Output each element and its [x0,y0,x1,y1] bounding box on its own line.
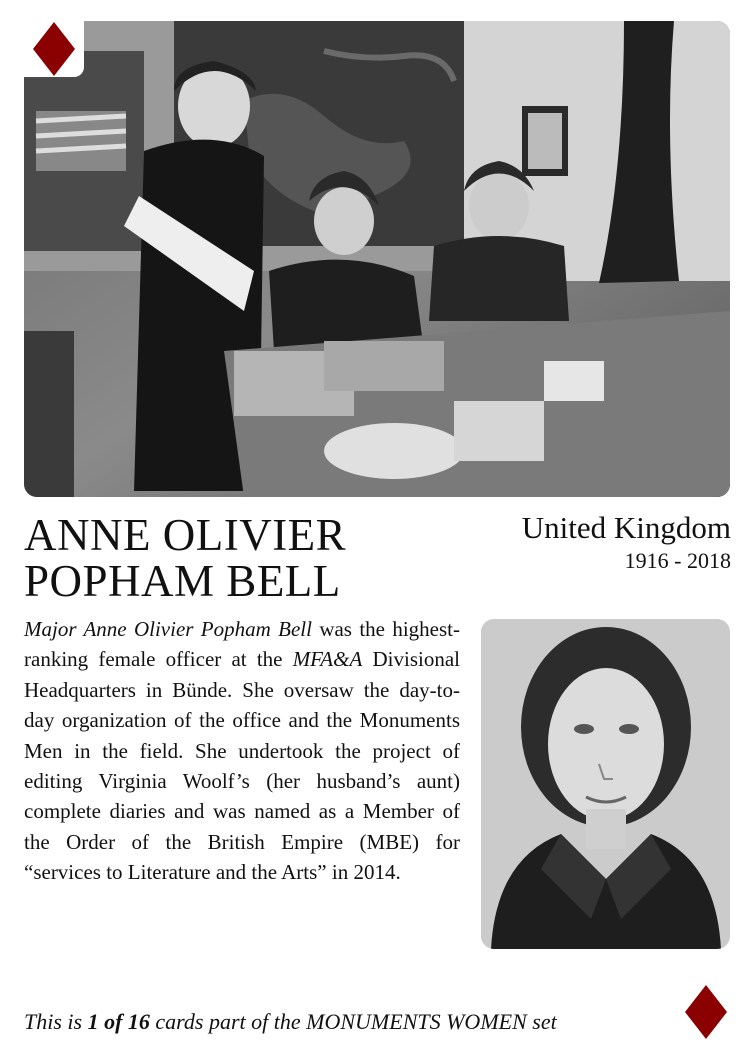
bio-name-italic: Major Anne Olivier Popham Bell [24,617,312,641]
bio-text-part1: was the highest-ranking female officer at the [24,617,460,672]
person-name [24,512,464,604]
card-count: 1 of 16 [87,1009,150,1034]
card-suit-bottom-right [676,984,736,1040]
person-name-line2: POPHAM BELL [24,556,341,606]
portrait-photo [481,619,730,949]
bio-text-part2: Divisional Headquarters in Bünde. She oversaw the day-to-day organization of the office and the Monuments Men in the field. She undertook the project of editing Virginia Woolf’s (her husband’s aunt) complete diaries and was named as a Member of the Order of the British Empire (MBE) for “services to Literature and the Arts” in 2014. [24,647,460,885]
footer-prefix: This is [24,1009,88,1034]
person-name-line1: ANNE OLIVIER [24,510,347,560]
diamond-icon [685,985,727,1039]
biography-text [24,614,460,888]
set-footer [24,1008,664,1036]
footer-middle: cards part of the [149,1009,307,1034]
office-photo [24,21,730,497]
diamond-icon [33,22,75,76]
life-years: 1916 - 2018 [624,548,731,573]
footer-suffix: set [526,1009,557,1034]
bio-unit-italic: MFA&A [292,647,363,672]
set-name: MONUMENTS WOMEN [306,1009,527,1034]
card-suit-top-left [24,21,84,77]
country: United Kingdom [521,510,731,545]
